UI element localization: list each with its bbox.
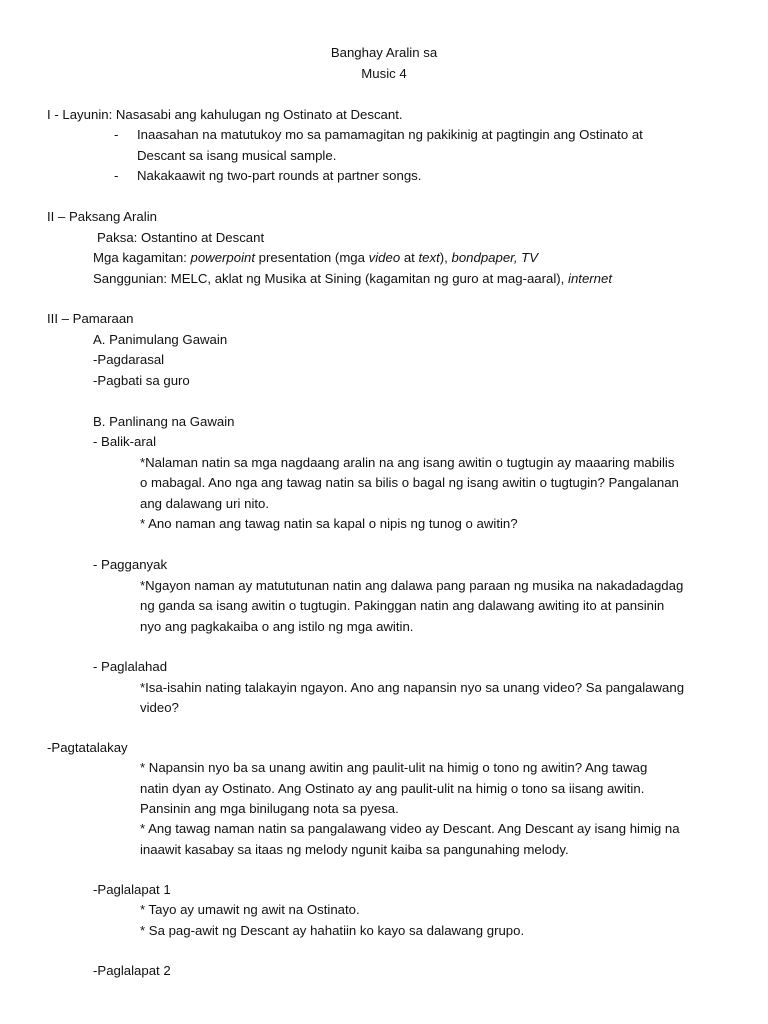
balik-aral-heading: - Balik-aral <box>93 434 157 449</box>
kagamitan-bondpaper: bondpaper, TV <box>451 250 539 265</box>
pagtatalakay-heading: -Pagtatalakay <box>47 740 128 755</box>
title-line-2: Music 4 <box>361 66 407 81</box>
pagtatalakay-line-4: * Ang tawag naman natin sa pangalawang video ay Descant. Ang Descant ay isang himig na <box>140 821 680 836</box>
layunin-bullet-2: Nakakaawit ng two-part rounds at partner songs. <box>137 168 422 183</box>
bullet-dash: - <box>114 168 119 183</box>
kagamitan-presentation: presentation (mga <box>255 250 369 265</box>
sanggunian-internet: internet <box>568 271 613 286</box>
pagtatalakay-line-1: * Napansin nyo ba sa unang awitin ang paulit-ulit na himig o tono ng awitin? Ang tawag <box>140 760 648 775</box>
balik-aral-line-2: o mabagal. Ano nga ang tawag natin sa bilis o bagal ng isang awitin o tugtugin? Pangalanan <box>140 475 679 490</box>
paksang-aralin-heading: II – Paksang Aralin <box>47 209 157 224</box>
balik-aral-line-1: *Nalaman natin sa mga nagdaang aralin na ang isang awitin o tugtugin ay maaaring mabilis <box>140 455 675 470</box>
pagganyak-heading: - Pagganyak <box>93 557 168 572</box>
kagamitan-powerpoint: powerpoint <box>190 250 256 265</box>
pagganyak-line-1: *Ngayon naman ay matututunan natin ang dalawa pang paraan ng musika na nakadadagdag <box>140 578 684 593</box>
kagamitan-video: video <box>368 250 401 265</box>
paglalahad-line-2: video? <box>140 700 179 715</box>
kagamitan-sep: ), <box>439 250 452 265</box>
pagdarasal-item: -Pagdarasal <box>93 352 165 367</box>
paglalapat-2-heading: -Paglalapat 2 <box>93 963 171 978</box>
kagamitan-line <box>93 249 538 267</box>
bullet-dash: - <box>114 127 119 142</box>
pagtatalakay-line-2: natin dyan ay Ostinato. Ang Ostinato ay ang paulit-ulit na himig o tono sa iisang awitin. <box>140 781 645 796</box>
sanggunian-text: Sanggunian: MELC, aklat ng Musika at Sining (kagamitan ng guro at mag-aaral), <box>93 271 569 286</box>
panimulang-gawain-heading: A. Panimulang Gawain <box>93 332 228 347</box>
title-line-1: Banghay Aralin sa <box>330 45 438 60</box>
balik-aral-line-4: * Ano naman ang tawag natin sa kapal o nipis ng tunog o awitin? <box>140 516 518 531</box>
pagtatalakay-line-3: Pansinin ang mga binilugang nota sa pyesa. <box>140 801 399 816</box>
sanggunian-line <box>93 270 612 288</box>
paglalapat-1-line-1: * Tayo ay umawit ng awit na Ostinato. <box>140 902 360 917</box>
balik-aral-line-3: ang dalawang uri nito. <box>140 496 270 511</box>
pagtatalakay-line-5: inaawit kasabay sa itaas ng melody ngunit kaiba sa pangunahing melody. <box>140 842 569 857</box>
pagganyak-line-2: ng ganda sa isang awitin o tugtugin. Pakinggan natin ang dalawang awiting ito at pansinin <box>140 598 665 613</box>
pamaraan-heading: III – Pamaraan <box>47 311 134 326</box>
layunin-heading: I - Layunin: Nasasabi ang kahulugan ng Ostinato at Descant. <box>47 107 403 122</box>
kagamitan-label: Mga kagamitan: <box>93 250 191 265</box>
paglalapat-1-heading: -Paglalapat 1 <box>93 882 171 897</box>
pagbati-item: -Pagbati sa guro <box>93 373 190 388</box>
paglalahad-line-1: *Isa-isahin nating talakayin ngayon. Ano ang napansin nyo sa unang video? Sa pangalawang <box>140 680 685 695</box>
layunin-bullet-1-line-2: Descant sa isang musical sample. <box>137 148 337 163</box>
paglalahad-heading: - Paglalahad <box>93 659 168 674</box>
panlinang-gawain-heading: B. Panlinang na Gawain <box>93 414 235 429</box>
kagamitan-text: text <box>418 250 440 265</box>
kagamitan-at: at <box>400 250 419 265</box>
paglalapat-1-line-2: * Sa pag-awit ng Descant ay hahatiin ko kayo sa dalawang grupo. <box>140 923 525 938</box>
layunin-bullet-1-line-1: Inaasahan na matutukoy mo sa pamamagitan ng pakikinig at pagtingin ang Ostinato at <box>137 127 643 142</box>
pagganyak-line-3: nyo ang pagkakaiba o ang istilo ng mga awitin. <box>140 619 414 634</box>
paksa-line: Paksa: Ostantino at Descant <box>97 230 265 245</box>
